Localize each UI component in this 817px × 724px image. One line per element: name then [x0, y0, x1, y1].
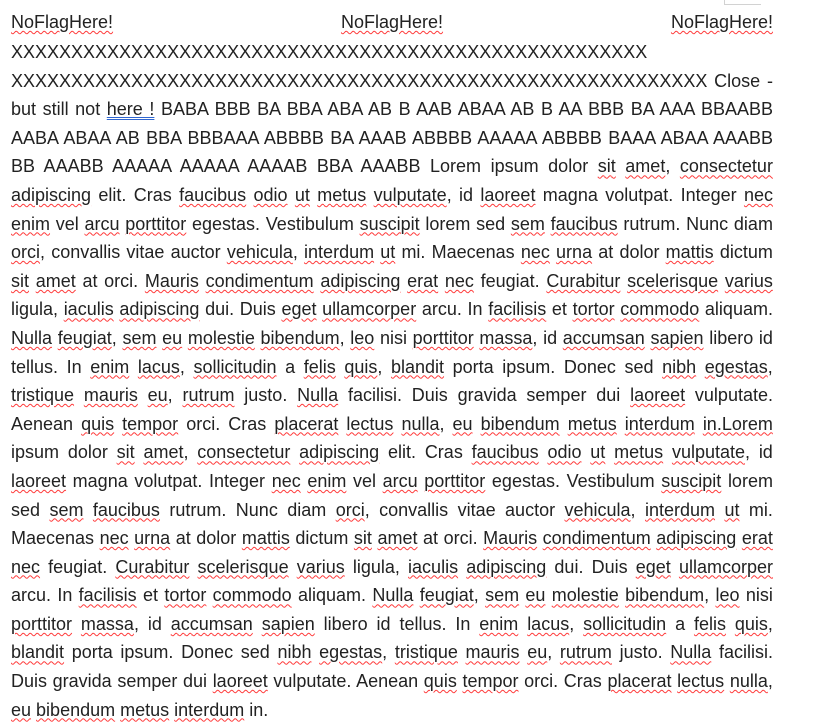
spellcheck-word: nibh: [662, 356, 697, 377]
spellcheck-word: eu: [11, 699, 32, 720]
spellcheck-word: egestas: [704, 356, 768, 377]
spellcheck-word: orci: [11, 242, 41, 263]
spellcheck-word: bibendum: [260, 327, 340, 348]
spellcheck-word: odio: [253, 184, 288, 205]
spellcheck-word: leo: [715, 585, 740, 606]
spellcheck-word: Nulla: [297, 385, 339, 406]
spellcheck-word: adipiscing: [320, 270, 401, 291]
spellcheck-word: arcu: [84, 213, 120, 234]
spellcheck-word: sem: [485, 585, 520, 606]
spellcheck-word: tortor: [572, 299, 615, 320]
header-left-text: NoFlagHere!: [11, 12, 114, 32]
spellcheck-word: porttitor: [412, 327, 474, 348]
spellcheck-word: condimentum: [542, 528, 651, 549]
spellcheck-word: Nulla: [11, 327, 53, 348]
spellcheck-word: bibendum: [480, 413, 560, 434]
spellcheck-word: enim: [90, 356, 130, 377]
spellcheck-word: ut: [380, 242, 396, 263]
spellcheck-word: faucibus: [92, 499, 160, 520]
spellcheck-word: Nulla: [670, 642, 712, 663]
spellcheck-word: nulla: [401, 413, 440, 434]
spellcheck-word: metus: [317, 184, 367, 205]
spellcheck-word: consectetur: [679, 156, 773, 177]
spellcheck-word: eget: [281, 299, 317, 320]
spellcheck-word: enim: [307, 470, 347, 491]
spellcheck-word: laoreet: [212, 671, 268, 692]
spellcheck-word: nec: [271, 470, 301, 491]
spellcheck-word: nec: [743, 184, 773, 205]
spellcheck-word: eu: [525, 585, 546, 606]
spellcheck-word: Mauris: [144, 270, 199, 291]
spellcheck-word: suscipit: [661, 470, 722, 491]
lorem-paragraph: Lorem ipsum dolor sit amet, consectetur adipiscing elit. Cras faucibus odio ut metus vulputate, id laoreet magna volutpat. Integer nec enim vel arcu porttitor egestas. Vestibulum suscipit lorem sed sem faucibus rutrum. Nunc diam orci, convallis vitae auctor vehicula, interdum ut mi. Maecenas nec urna at dolor mattis dictum sit amet at orci. Mauris condimentum adipiscing erat nec feugiat. Curabitur scelerisque varius ligula, iaculis adipiscing dui. Duis eget ullamcorper arcu. In facilisis et tortor commodo aliquam. Nulla feugiat, sem eu molestie bibendum, leo nisi porttitor massa, id accumsan sapien libero id tellus. In enim lacus, sollicitudin a felis quis, blandit porta ipsum. Donec sed nibh egestas, tristique mauris eu, rutrum justo. Nulla facilisi. Duis gravida semper dui laoreet vulputate. Aenean quis tempor orci. Cras placerat lectus nulla, eu bibendum metus interdum in.Lorem ipsum dolor sit amet, consectetur adipiscing elit. Cras faucibus odio ut metus vulputate, id laoreet magna volutpat. Integer nec enim vel arcu porttitor egestas. Vestibulum suscipit lorem sed sem faucibus rutrum. Nunc diam orci, convallis vitae auctor vehicula, interdum ut mi. Maecenas nec urna at dolor mattis dictum sit amet at orci. Mauris condimentum adipiscing erat nec feugiat. Curabitur scelerisque varius ligula, iaculis adipiscing dui. Duis eget ullamcorper arcu. In facilisis et tortor commodo aliquam. Nulla feugiat, sem eu molestie bibendum, leo nisi porttitor massa, id accumsan sapien libero id tellus. In enim lacus, sollicitudin a felis quis, blandit porta ipsum. Donec sed nibh egestas, tristique mauris eu, rutrum justo. Nulla facilisi. Duis gravida semper dui laoreet vulputate. Aenean quis tempor orci. Cras placerat lectus nulla, eu bibendum metus interdum in.: [11, 156, 773, 720]
spellcheck-word: vehicula: [564, 499, 631, 520]
spellcheck-word: massa: [479, 327, 533, 348]
spellcheck-word: arcu: [382, 470, 418, 491]
page-corner-marker: [724, 0, 761, 5]
spellcheck-word: feugiat: [419, 585, 474, 606]
spellcheck-word: sollicitudin: [583, 613, 667, 634]
spellcheck-word: bibendum: [625, 585, 705, 606]
spellcheck-word: accumsan: [170, 613, 253, 634]
spellcheck-word: lacus: [527, 613, 570, 634]
spellcheck-word: quis: [734, 613, 768, 634]
spellcheck-word: nibh: [277, 642, 312, 663]
spellcheck-word: metus: [120, 699, 170, 720]
spellcheck-word: sapien: [650, 327, 704, 348]
spellcheck-word: Curabitur: [546, 270, 621, 291]
spellcheck-word: laoreet: [11, 470, 67, 491]
spellcheck-word: eget: [635, 556, 671, 577]
spellcheck-word: enim: [479, 613, 519, 634]
spellcheck-word: quis: [344, 356, 378, 377]
spellcheck-word: facilisis: [488, 299, 547, 320]
spellcheck-word: placerat: [274, 413, 339, 434]
x-line-2-prefix: XXXXXXXXXXXXXXXXXXXXXXXXXXXXXXXXXXXXXXXXXXXXXXXXXXXXXXXXXX: [11, 70, 708, 91]
spellcheck-word: amet: [377, 528, 418, 549]
filler-text: BABA BBB BA BBA ABA AB B AAB ABAA AB B AA BBB BA AAA BBAABB AABA ABAA AB BBA BBBAAA ABBBB BA AAAB ABBBB AAAAA ABBBB BAAA ABAA AAABB BB AAABB AAAAA AAAAA AAAAB BBA AAABB: [11, 99, 773, 177]
spellcheck-word: ullamcorper: [678, 556, 773, 577]
spellcheck-word: consectetur: [197, 442, 291, 463]
spellcheck-word: Curabitur: [115, 556, 190, 577]
spellcheck-word: erat: [741, 528, 773, 549]
spellcheck-word: porttitor: [11, 613, 73, 634]
spellcheck-word: vulputate: [671, 442, 745, 463]
spellcheck-word: iaculis: [63, 299, 114, 320]
spellcheck-word: leo: [350, 327, 375, 348]
spellcheck-word: condimentum: [205, 270, 314, 291]
spellcheck-word: blandit: [390, 356, 445, 377]
document-body: [11, 38, 773, 724]
spellcheck-word: nec: [444, 270, 474, 291]
spellcheck-word: faucibus: [550, 213, 618, 234]
spellcheck-word: amet: [625, 156, 666, 177]
spellcheck-word: bibendum: [36, 699, 116, 720]
spellcheck-word: sit: [116, 442, 135, 463]
spellcheck-word: scelerisque: [197, 556, 289, 577]
spellcheck-word: laoreet: [630, 385, 686, 406]
spellcheck-word: egestas: [319, 642, 383, 663]
spellcheck-word: mauris: [83, 385, 138, 406]
spellcheck-word: adipiscing: [466, 556, 547, 577]
spellcheck-word: nec: [520, 242, 550, 263]
spellcheck-word: faucibus: [471, 442, 539, 463]
spellcheck-word: sollicitudin: [193, 356, 277, 377]
spellcheck-word: felis: [693, 613, 726, 634]
spellcheck-word: porttitor: [125, 213, 187, 234]
spellcheck-word: iaculis: [408, 556, 459, 577]
spellcheck-word: urna: [556, 242, 593, 263]
spellcheck-word: eu: [452, 413, 473, 434]
spellcheck-word: rutrum: [182, 385, 235, 406]
spellcheck-word: sem: [49, 499, 84, 520]
spellcheck-word: Mauris: [483, 528, 538, 549]
spellcheck-word: amet: [143, 442, 184, 463]
spellcheck-word: ullamcorper: [322, 299, 417, 320]
spellcheck-word: interdum: [304, 242, 375, 263]
spellcheck-word: felis: [303, 356, 336, 377]
spellcheck-word: urna: [134, 528, 171, 549]
spellcheck-word: molestie: [551, 585, 619, 606]
spellcheck-word: quis: [423, 671, 457, 692]
spellcheck-word: suscipit: [359, 213, 420, 234]
spellcheck-word: metus: [567, 413, 617, 434]
spellcheck-word: adipiscing: [656, 528, 737, 549]
spellcheck-word: rutrum: [559, 642, 612, 663]
page-header: [11, 8, 773, 36]
spellcheck-word: commodo: [620, 299, 700, 320]
spellcheck-word: metus: [614, 442, 664, 463]
spellcheck-word: tempor: [122, 413, 179, 434]
spellcheck-word: odio: [547, 442, 582, 463]
spellcheck-word: interdum: [174, 699, 245, 720]
spellcheck-word: tortor: [164, 585, 207, 606]
close-note: Close - but still not: [11, 70, 773, 120]
spellcheck-word: orci: [335, 499, 365, 520]
spellcheck-word: mattis: [241, 528, 290, 549]
spellcheck-word: ut: [590, 442, 606, 463]
spellcheck-word: tristique: [11, 385, 75, 406]
spellcheck-word: mattis: [665, 242, 714, 263]
spellcheck-word: lectus: [677, 671, 725, 692]
spellcheck-word: sem: [510, 213, 545, 234]
spellcheck-word: vehicula: [226, 242, 293, 263]
spellcheck-word: feugiat: [57, 327, 112, 348]
spellcheck-word: eu: [147, 385, 168, 406]
spellcheck-word: lectus: [346, 413, 394, 434]
spellcheck-word: adipiscing: [119, 299, 200, 320]
spellcheck-word: commodo: [212, 585, 292, 606]
spellcheck-word: sem: [122, 327, 157, 348]
header-center-text: NoFlagHere!: [340, 12, 444, 32]
spellcheck-word: nec: [11, 556, 41, 577]
x-line-1: XXXXXXXXXXXXXXXXXXXXXXXXXXXXXXXXXXXXXXXXXXXXXXXXXXXXX: [11, 42, 648, 62]
spellcheck-word: sapien: [261, 613, 315, 634]
spellcheck-word: eu: [527, 642, 548, 663]
spellcheck-word: placerat: [607, 671, 672, 692]
spellcheck-word: facilisis: [78, 585, 137, 606]
spellcheck-word: lacus: [137, 356, 180, 377]
spellcheck-word: varius: [296, 556, 345, 577]
spellcheck-word: tristique: [394, 642, 458, 663]
spellcheck-word: massa: [80, 613, 134, 634]
spellcheck-word: sit: [597, 156, 616, 177]
spellcheck-word: faucibus: [179, 184, 247, 205]
spellcheck-word: adipiscing: [299, 442, 380, 463]
spellcheck-word: amet: [35, 270, 76, 291]
spellcheck-word: blandit: [11, 642, 65, 663]
document-page: [11, 0, 773, 720]
spellcheck-word: in.Lorem: [702, 413, 773, 434]
spellcheck-word: laoreet: [480, 184, 536, 205]
spellcheck-word: ut: [294, 184, 310, 205]
spellcheck-word: scelerisque: [627, 270, 719, 291]
spellcheck-word: enim: [11, 213, 51, 234]
spellcheck-word: sit: [353, 528, 372, 549]
spellcheck-word: mauris: [465, 642, 520, 663]
spellcheck-word: interdum: [644, 499, 716, 520]
spellcheck-word: porttitor: [424, 470, 486, 491]
here-link[interactable]: here !: [106, 99, 155, 120]
spellcheck-word: sit: [11, 270, 29, 291]
spellcheck-word: eu: [162, 327, 183, 348]
spellcheck-word: interdum: [624, 413, 695, 434]
header-right-text: NoFlagHere!: [670, 12, 773, 32]
spellcheck-word: nec: [99, 528, 129, 549]
spellcheck-word: ut: [724, 499, 740, 520]
spellcheck-word: nulla: [729, 671, 768, 692]
spellcheck-word: vulputate: [373, 184, 447, 205]
spellcheck-word: quis: [81, 413, 115, 434]
spellcheck-word: accumsan: [562, 327, 645, 348]
spellcheck-word: tempor: [462, 671, 519, 692]
spellcheck-word: erat: [407, 270, 439, 291]
main-paragraph: [11, 67, 773, 724]
spellcheck-word: molestie: [187, 327, 255, 348]
spellcheck-word: varius: [724, 270, 773, 291]
spellcheck-word: adipiscing: [11, 184, 92, 205]
spellcheck-word: Nulla: [372, 585, 414, 606]
